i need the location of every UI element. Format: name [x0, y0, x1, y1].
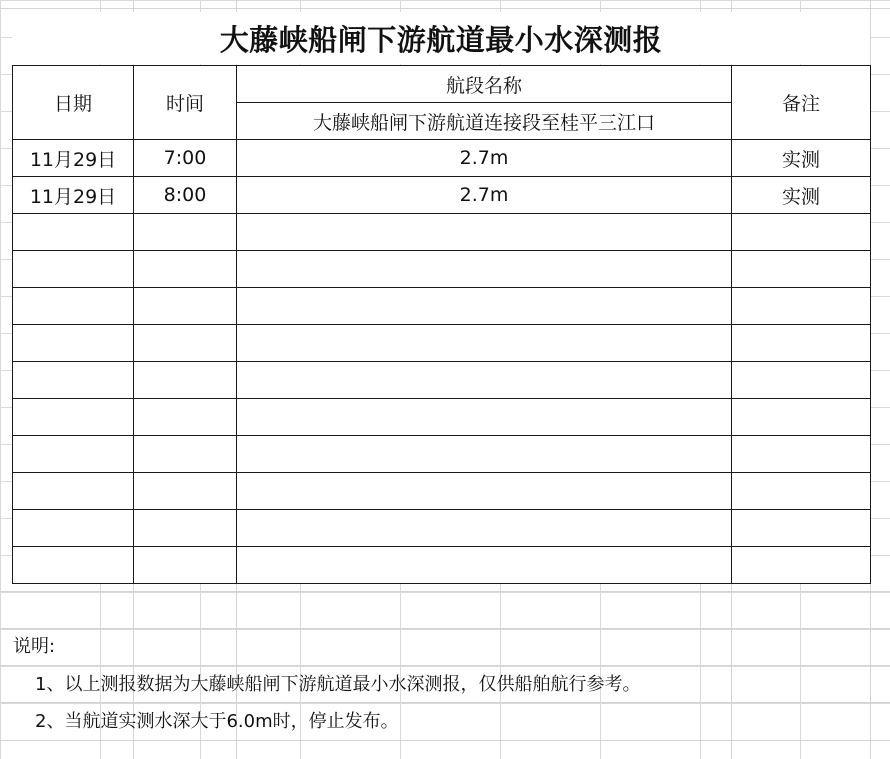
- header-time[interactable]: 时间: [134, 66, 237, 140]
- header-row: [13, 66, 871, 103]
- empty-cell[interactable]: [732, 251, 871, 288]
- cell-time[interactable]: 7:00: [134, 140, 237, 177]
- empty-cell[interactable]: [13, 362, 134, 399]
- report-title: 大藤峡船闸下游航道最小水深测报: [12, 12, 870, 64]
- empty-cell[interactable]: [134, 436, 237, 473]
- table-row: [13, 177, 871, 214]
- grid-row-line: [0, 740, 890, 741]
- empty-cell[interactable]: [732, 288, 871, 325]
- cell-date[interactable]: 11月29日: [13, 177, 134, 214]
- empty-cell[interactable]: [732, 547, 871, 584]
- note-item[interactable]: 2、当航道实测水深大于6.0m时，停止发布。: [35, 711, 399, 732]
- empty-cell[interactable]: [13, 436, 134, 473]
- empty-cell[interactable]: [237, 325, 732, 362]
- grid-row-line: [0, 591, 890, 592]
- empty-cell[interactable]: [134, 473, 237, 510]
- note-item[interactable]: 1、以上测报数据为大藤峡船闸下游航道最小水深测报，仅供船舶航行参考。: [35, 674, 641, 695]
- empty-cell[interactable]: [732, 436, 871, 473]
- empty-row: [13, 214, 871, 251]
- empty-row: [13, 510, 871, 547]
- empty-row: [13, 399, 871, 436]
- empty-cell[interactable]: [237, 473, 732, 510]
- empty-cell[interactable]: [732, 399, 871, 436]
- empty-cell[interactable]: [134, 214, 237, 251]
- depth-report-table: [12, 65, 871, 584]
- empty-row: [13, 547, 871, 584]
- empty-cell[interactable]: [134, 288, 237, 325]
- empty-cell[interactable]: [732, 510, 871, 547]
- grid-row-line: [0, 628, 890, 629]
- empty-cell[interactable]: [237, 510, 732, 547]
- empty-cell[interactable]: [13, 251, 134, 288]
- empty-cell[interactable]: [237, 436, 732, 473]
- empty-cell[interactable]: [237, 547, 732, 584]
- cell-depth[interactable]: 2.7m: [237, 140, 732, 177]
- empty-cell[interactable]: [134, 547, 237, 584]
- empty-cell[interactable]: [13, 473, 134, 510]
- empty-cell[interactable]: [134, 362, 237, 399]
- table-row: [13, 140, 871, 177]
- empty-cell[interactable]: [732, 362, 871, 399]
- empty-cell[interactable]: [237, 362, 732, 399]
- header-section-name[interactable]: 大藤峡船闸下游航道连接段至桂平三江口: [237, 103, 732, 140]
- empty-cell[interactable]: [13, 214, 134, 251]
- header-date[interactable]: 日期: [13, 66, 134, 140]
- empty-cell[interactable]: [13, 325, 134, 362]
- grid-row-line: [0, 8, 890, 9]
- empty-cell[interactable]: [237, 399, 732, 436]
- empty-cell[interactable]: [13, 547, 134, 584]
- empty-row: [13, 325, 871, 362]
- empty-row: [13, 251, 871, 288]
- empty-row: [13, 473, 871, 510]
- cell-remark[interactable]: 实测: [732, 177, 871, 214]
- cell-date[interactable]: 11月29日: [13, 140, 134, 177]
- empty-cell[interactable]: [732, 214, 871, 251]
- empty-cell[interactable]: [732, 325, 871, 362]
- empty-row: [13, 436, 871, 473]
- empty-cell[interactable]: [237, 288, 732, 325]
- notes-label[interactable]: 说明:: [13, 636, 56, 657]
- empty-cell[interactable]: [134, 325, 237, 362]
- cell-depth[interactable]: 2.7m: [237, 177, 732, 214]
- empty-cell[interactable]: [134, 510, 237, 547]
- empty-cell[interactable]: [134, 251, 237, 288]
- header-remark[interactable]: 备注: [732, 66, 871, 140]
- empty-cell[interactable]: [134, 399, 237, 436]
- empty-cell[interactable]: [13, 288, 134, 325]
- cell-time[interactable]: 8:00: [134, 177, 237, 214]
- empty-row: [13, 362, 871, 399]
- header-section-group[interactable]: 航段名称: [237, 66, 732, 103]
- empty-row: [13, 288, 871, 325]
- empty-cell[interactable]: [237, 214, 732, 251]
- cell-remark[interactable]: 实测: [732, 140, 871, 177]
- empty-cell[interactable]: [13, 399, 134, 436]
- empty-cell[interactable]: [732, 473, 871, 510]
- empty-cell[interactable]: [237, 251, 732, 288]
- empty-cell[interactable]: [13, 510, 134, 547]
